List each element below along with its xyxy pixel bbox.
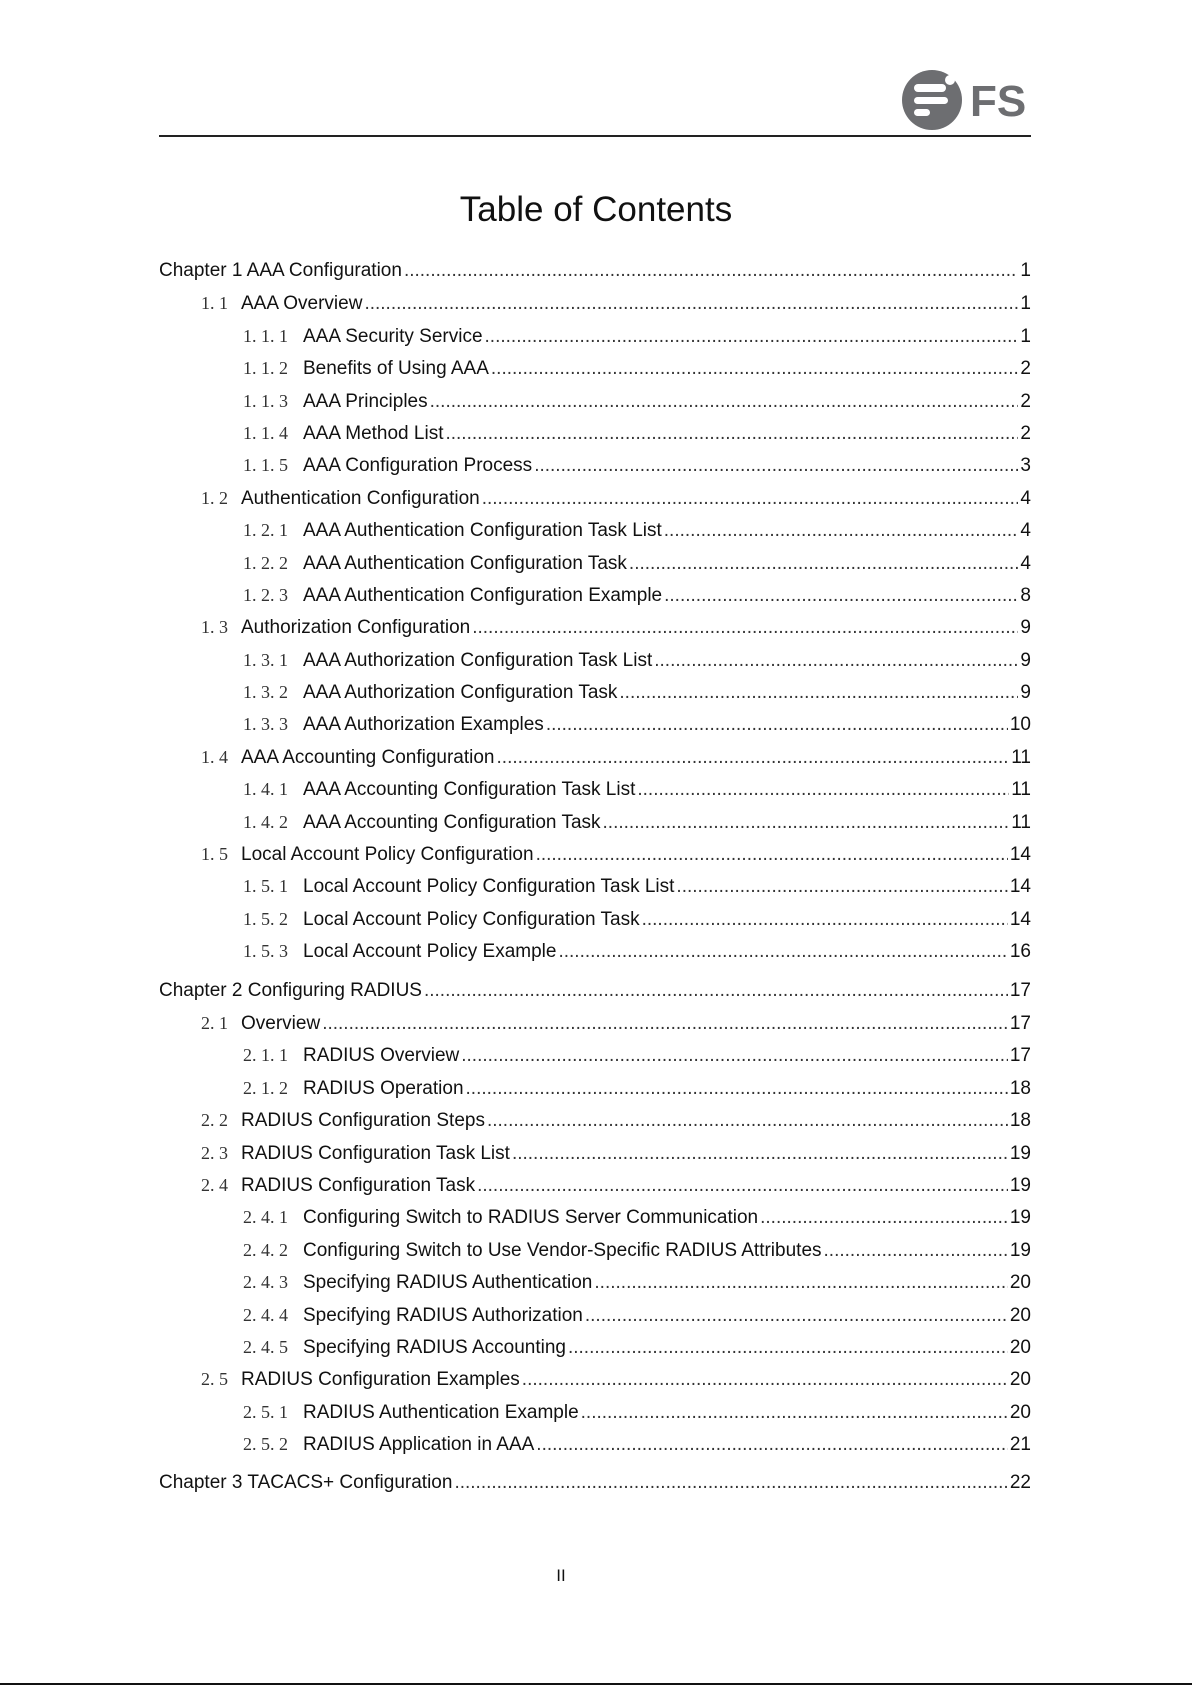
toc-entry-number: 1. 3. 1 [243, 649, 288, 670]
toc-entry-page: 18 [1009, 1077, 1031, 1099]
toc-entry-page: 1 [1020, 260, 1031, 281]
toc-entry-number: 2. 4. 4 [243, 1304, 288, 1325]
toc-entry[interactable] [159, 1269, 1031, 1301]
toc-entry-title: Chapter 3 TACACS+ Configuration [159, 1472, 453, 1494]
toc-entry-page: 19 [1009, 1239, 1031, 1261]
toc-entry-title: RADIUS Configuration Task List [241, 1142, 510, 1164]
toc-entry-title: AAA Overview [241, 293, 363, 315]
toc-entry[interactable] [159, 873, 1031, 905]
toc-leader-dots [629, 551, 1019, 577]
toc-entry[interactable] [159, 582, 1031, 614]
toc-leader-dots [534, 453, 1018, 479]
toc-entry-page: 2 [1020, 390, 1031, 412]
toc-entry-title: Authorization Configuration [241, 617, 471, 639]
toc-entry-page: 17 [1009, 1012, 1031, 1034]
toc-leader-dots [487, 1108, 1008, 1134]
toc-entry-page: 20 [1009, 1336, 1031, 1358]
toc-entry-page: 17 [1009, 979, 1031, 1001]
toc-entry-number: 1. 5 [201, 844, 228, 865]
toc-leader-dots [466, 1076, 1008, 1102]
fs-logo [900, 68, 1030, 132]
toc-leader-dots [322, 1011, 1008, 1037]
toc-entry-number: 2. 5. 1 [243, 1401, 288, 1422]
toc-entry-page: 9 [1020, 682, 1031, 704]
toc-leader-dots [558, 939, 1007, 965]
toc-chapter-entry[interactable] [159, 258, 1031, 290]
toc-entry-title: AAA Authentication Configuration Task List [303, 520, 662, 542]
toc-entry-page: 20 [1009, 1304, 1031, 1326]
toc-entry-title: AAA Authorization Configuration Task List [303, 649, 653, 671]
toc-entry[interactable] [159, 1431, 1031, 1463]
toc-entry-number: 2. 4. 5 [243, 1336, 288, 1357]
toc-leader-dots [461, 1043, 1008, 1069]
toc-leader-dots [581, 1400, 1008, 1426]
toc-entry-page: 4 [1020, 487, 1031, 509]
toc-leader-dots [445, 421, 1018, 447]
toc-entry-page: 14 [1009, 876, 1031, 898]
toc-entry-number: 1. 5. 3 [243, 941, 288, 962]
toc-entry-title: RADIUS Overview [303, 1045, 460, 1067]
toc-entry-title: Specifying RADIUS Authorization [303, 1304, 583, 1326]
toc-entry-page: 11 [1011, 779, 1031, 801]
toc-entry-title: Overview [241, 1012, 321, 1034]
toc-entry[interactable] [159, 1140, 1031, 1172]
toc-entry-page: 21 [1009, 1434, 1031, 1456]
toc-entry[interactable] [159, 711, 1031, 743]
toc-entry-page: 19 [1009, 1207, 1031, 1229]
toc-entry[interactable] [159, 452, 1031, 484]
toc-entry-page: 9 [1020, 649, 1031, 671]
toc-entry-page: 16 [1009, 941, 1031, 963]
toc-entry-page: 1 [1020, 325, 1031, 347]
toc-entry[interactable] [159, 388, 1031, 420]
toc-entry-title: RADIUS Configuration Examples [241, 1369, 520, 1391]
toc-leader-dots [546, 712, 1008, 738]
toc-entry[interactable] [159, 355, 1031, 387]
toc-entry[interactable] [159, 614, 1031, 646]
table-of-contents [159, 258, 1031, 1503]
toc-entry-number: 1. 2. 3 [243, 584, 288, 605]
toc-leader-dots [404, 258, 1018, 284]
toc-entry-title: AAA Accounting Configuration Task List [303, 779, 636, 801]
toc-entry-number: 1. 1. 3 [243, 390, 288, 411]
toc-entry-page: 11 [1011, 746, 1031, 768]
toc-leader-dots [491, 356, 1019, 382]
toc-entry-number: 2. 4 [201, 1174, 228, 1195]
toc-entry-number: 2. 1. 1 [243, 1045, 288, 1066]
toc-entry-title: RADIUS Authentication Example [303, 1401, 579, 1423]
toc-leader-dots [642, 907, 1008, 933]
toc-entry-page: 4 [1020, 520, 1031, 542]
toc-entry-title: RADIUS Configuration Task [241, 1174, 476, 1196]
toc-chapter-entry[interactable] [159, 978, 1031, 1010]
toc-entry-title: Benefits of Using AAA [303, 358, 489, 380]
toc-entry-number: 1. 2. 1 [243, 520, 288, 541]
toc-entry-number: 2. 4. 2 [243, 1239, 288, 1260]
toc-entry-number: 1. 4. 1 [243, 779, 288, 800]
toc-entry-page: 2 [1020, 358, 1031, 380]
toc-entry-title: AAA Configuration Process [303, 455, 533, 477]
toc-entry-number: 1. 5. 1 [243, 876, 288, 897]
toc-entry-title: AAA Accounting Configuration [241, 746, 495, 768]
toc-entry-page: 8 [1020, 584, 1031, 606]
toc-entry-title: AAA Security Service [303, 325, 483, 347]
toc-entry-number: 1. 1. 4 [243, 422, 288, 443]
toc-entry[interactable] [159, 1010, 1031, 1042]
toc-entry[interactable] [159, 1302, 1031, 1334]
toc-entry-number: 2. 5 [201, 1369, 228, 1390]
toc-entry-title: RADIUS Configuration Steps [241, 1110, 485, 1132]
header-rule [159, 135, 1031, 137]
toc-entry-page: 3 [1020, 455, 1031, 477]
toc-entry[interactable] [159, 323, 1031, 355]
toc-leader-dots [424, 978, 1008, 1004]
toc-leader-dots [760, 1205, 1008, 1231]
toc-entry-number: 2. 4. 1 [243, 1207, 288, 1228]
toc-entry-title: Local Account Policy Configuration Task [303, 908, 640, 930]
toc-entry-page: 18 [1009, 1110, 1031, 1132]
toc-entry-title: RADIUS Operation [303, 1077, 464, 1099]
toc-leader-dots [522, 1367, 1008, 1393]
toc-leader-dots [568, 1335, 1008, 1361]
toc-entry-page: 14 [1009, 844, 1031, 866]
toc-leader-dots [654, 648, 1018, 674]
toc-entry-title: Chapter 2 Configuring RADIUS [159, 979, 422, 1001]
toc-leader-dots [536, 1432, 1008, 1458]
toc-leader-dots [430, 389, 1019, 415]
toc-entry-number: 1. 1. 5 [243, 455, 288, 476]
toc-leader-dots [485, 324, 1019, 350]
toc-entry-title: Configuring Switch to Use Vendor-Specific RADIUS Attributes [303, 1239, 822, 1261]
toc-entry[interactable] [159, 1204, 1031, 1236]
toc-entry-page: 14 [1009, 908, 1031, 930]
page-title: Table of Contents [459, 190, 733, 229]
toc-entry-page: 11 [1011, 811, 1031, 833]
toc-leader-dots [585, 1303, 1008, 1329]
toc-leader-dots [454, 1470, 1007, 1496]
toc-entry-number: 1. 1. 1 [243, 325, 288, 346]
toc-leader-dots [619, 680, 1018, 706]
toc-entry[interactable] [159, 841, 1031, 873]
toc-entry-page: 20 [1009, 1401, 1031, 1423]
toc-entry-number: 1. 3. 2 [243, 682, 288, 703]
toc-leader-dots [676, 874, 1007, 900]
toc-entry-page: 20 [1009, 1369, 1031, 1391]
toc-leader-dots [536, 842, 1008, 868]
toc-entry-title: AAA Authentication Configuration Task [303, 552, 627, 574]
toc-leader-dots [637, 777, 1009, 803]
toc-leader-dots [664, 518, 1019, 544]
toc-entry-title: AAA Authorization Configuration Task [303, 682, 618, 704]
toc-entry-title: Configuring Switch to RADIUS Server Communication [303, 1207, 759, 1229]
toc-entry-number: 1. 5. 2 [243, 908, 288, 929]
toc-entry[interactable] [159, 485, 1031, 517]
toc-leader-dots [477, 1173, 1008, 1199]
toc-entry[interactable] [159, 776, 1031, 808]
toc-entry[interactable] [159, 809, 1031, 841]
toc-entry[interactable] [159, 1334, 1031, 1366]
toc-entry[interactable] [159, 1237, 1031, 1269]
toc-entry[interactable] [159, 647, 1031, 679]
toc-entry[interactable] [159, 938, 1031, 970]
toc-entry-number: 2. 4. 3 [243, 1272, 288, 1293]
toc-entry-number: 1. 2 [201, 487, 228, 508]
toc-entry-page: 10 [1009, 714, 1031, 736]
toc-entry-title: AAA Accounting Configuration Task [303, 811, 601, 833]
toc-chapter-entry[interactable] [159, 1470, 1031, 1502]
toc-entry-page: 19 [1009, 1142, 1031, 1164]
toc-entry[interactable] [159, 906, 1031, 938]
toc-leader-dots [824, 1238, 1008, 1264]
page-number: II [556, 1566, 566, 1585]
toc-entry-number: 1. 1. 2 [243, 358, 288, 379]
toc-entry-page: 19 [1009, 1174, 1031, 1196]
toc-entry-page: 22 [1009, 1472, 1031, 1494]
toc-entry-number: 2. 5. 2 [243, 1434, 288, 1455]
toc-entry-page: 1 [1020, 293, 1031, 315]
toc-entry[interactable] [159, 420, 1031, 452]
toc-entry-number: 1. 2. 2 [243, 552, 288, 573]
toc-leader-dots [664, 583, 1018, 609]
toc-entry-number: 2. 3 [201, 1142, 228, 1163]
toc-entry-number: 2. 1. 2 [243, 1077, 288, 1098]
toc-entry[interactable] [159, 1107, 1031, 1139]
toc-entry[interactable] [159, 1399, 1031, 1431]
toc-leader-dots [364, 291, 1018, 317]
toc-entry-page: 17 [1009, 1045, 1031, 1067]
toc-entry[interactable] [159, 290, 1031, 322]
toc-entry-number: 1. 4. 2 [243, 811, 288, 832]
toc-entry-title: Local Account Policy Configuration Task List [303, 876, 675, 898]
svg-text:FS: FS [970, 77, 1027, 126]
toc-entry[interactable] [159, 679, 1031, 711]
toc-entry-title: Local Account Policy Example [303, 941, 557, 963]
toc-entry[interactable] [159, 1042, 1031, 1074]
toc-entry-title: Chapter 1 AAA Configuration [159, 260, 402, 281]
toc-entry[interactable] [159, 517, 1031, 549]
toc-entry[interactable] [159, 1172, 1031, 1204]
toc-entry-title: Specifying RADIUS Accounting [303, 1336, 566, 1358]
toc-entry[interactable] [159, 744, 1031, 776]
toc-entry-number: 2. 1 [201, 1012, 228, 1033]
toc-entry-page: 9 [1020, 617, 1031, 639]
toc-entry[interactable] [159, 550, 1031, 582]
toc-entry-title: Local Account Policy Configuration [241, 844, 534, 866]
toc-entry-number: 1. 4 [201, 746, 228, 767]
toc-entry-title: AAA Method List [303, 422, 444, 444]
toc-entry-number: 1. 3. 3 [243, 714, 288, 735]
toc-entry[interactable] [159, 1075, 1031, 1107]
toc-entry-page: 4 [1020, 552, 1031, 574]
toc-leader-dots [594, 1270, 1007, 1296]
toc-entry-title: AAA Principles [303, 390, 428, 412]
toc-leader-dots [482, 486, 1019, 512]
toc-leader-dots [603, 810, 1010, 836]
toc-leader-dots [512, 1141, 1008, 1167]
toc-entry-number: 1. 1 [201, 293, 228, 314]
toc-entry-title: RADIUS Application in AAA [303, 1434, 535, 1456]
toc-entry[interactable] [159, 1366, 1031, 1398]
toc-entry-title: Specifying RADIUS Authentication [303, 1272, 593, 1294]
toc-leader-dots [472, 615, 1018, 641]
toc-entry-number: 2. 2 [201, 1110, 228, 1131]
toc-entry-page: 20 [1009, 1272, 1031, 1294]
toc-entry-number: 1. 3 [201, 617, 228, 638]
toc-entry-title: Authentication Configuration [241, 487, 480, 509]
toc-entry-title: AAA Authorization Examples [303, 714, 544, 736]
toc-entry-page: 2 [1020, 422, 1031, 444]
toc-leader-dots [497, 745, 1010, 771]
toc-entry-title: AAA Authentication Configuration Example [303, 584, 663, 606]
